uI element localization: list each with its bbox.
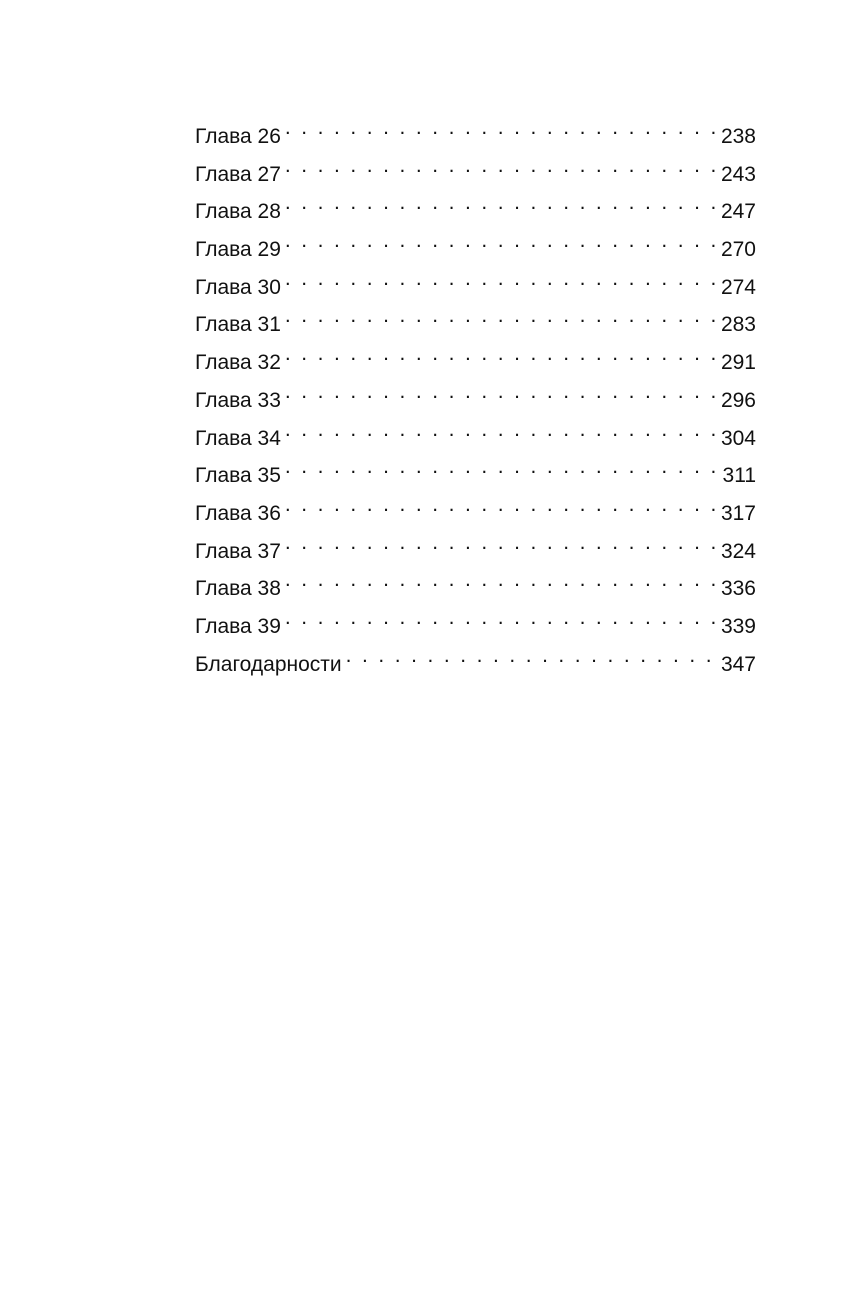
toc-entry-page: 296 xyxy=(718,386,756,416)
table-of-contents xyxy=(195,113,756,678)
toc-entry[interactable] xyxy=(195,452,756,490)
toc-entry-page: 347 xyxy=(718,650,756,680)
toc-dot-leader xyxy=(285,151,718,181)
toc-dot-leader xyxy=(285,226,718,256)
toc-entry[interactable] xyxy=(195,565,756,603)
toc-entry[interactable] xyxy=(195,113,756,151)
toc-dot-leader xyxy=(346,641,718,671)
toc-entry-title: Глава 26 xyxy=(195,122,285,152)
toc-entry-page: 291 xyxy=(718,348,756,378)
toc-entry-page: 317 xyxy=(718,499,756,529)
toc-dot-leader xyxy=(285,113,718,143)
toc-entry-title: Глава 37 xyxy=(195,537,285,567)
toc-entry[interactable] xyxy=(195,603,756,641)
toc-entry[interactable] xyxy=(195,415,756,453)
toc-entry-title: Благодарности xyxy=(195,650,346,680)
toc-entry-title: Глава 30 xyxy=(195,273,285,303)
toc-entry[interactable] xyxy=(195,188,756,226)
toc-entry-title: Глава 35 xyxy=(195,461,285,491)
toc-entry[interactable] xyxy=(195,301,756,339)
toc-dot-leader xyxy=(285,377,718,407)
toc-dot-leader xyxy=(285,490,718,520)
toc-entry-page: 304 xyxy=(718,424,756,454)
toc-entry[interactable] xyxy=(195,151,756,189)
toc-entry-title: Глава 31 xyxy=(195,310,285,340)
toc-dot-leader xyxy=(285,603,718,633)
toc-entry[interactable] xyxy=(195,339,756,377)
toc-entry-page: 247 xyxy=(718,197,756,227)
toc-entry[interactable] xyxy=(195,528,756,566)
toc-entry-title: Глава 36 xyxy=(195,499,285,529)
toc-entry[interactable] xyxy=(195,641,756,679)
toc-entry[interactable] xyxy=(195,490,756,528)
toc-entry-page: 311 xyxy=(718,461,756,491)
toc-entry-title: Глава 27 xyxy=(195,160,285,190)
toc-dot-leader xyxy=(285,301,718,331)
toc-dot-leader xyxy=(285,528,718,558)
toc-dot-leader xyxy=(285,339,718,369)
toc-entry-page: 274 xyxy=(718,273,756,303)
toc-dot-leader xyxy=(285,415,718,445)
toc-entry-page: 336 xyxy=(718,574,756,604)
toc-entry-title: Глава 33 xyxy=(195,386,285,416)
toc-dot-leader xyxy=(285,264,718,294)
toc-entry-page: 270 xyxy=(718,235,756,265)
toc-entry-title: Глава 29 xyxy=(195,235,285,265)
toc-entry-title: Глава 39 xyxy=(195,612,285,642)
toc-entry[interactable] xyxy=(195,226,756,264)
toc-entry-page: 283 xyxy=(718,310,756,340)
toc-entry-page: 238 xyxy=(718,122,756,152)
toc-entry[interactable] xyxy=(195,377,756,415)
toc-entry-title: Глава 32 xyxy=(195,348,285,378)
toc-entry-page: 339 xyxy=(718,612,756,642)
toc-entry-title: Глава 34 xyxy=(195,424,285,454)
toc-entry-page: 324 xyxy=(718,537,756,567)
toc-entry-page: 243 xyxy=(718,160,756,190)
toc-dot-leader xyxy=(285,565,718,595)
toc-entry-title: Глава 28 xyxy=(195,197,285,227)
toc-entry[interactable] xyxy=(195,264,756,302)
toc-entry-title: Глава 38 xyxy=(195,574,285,604)
toc-dot-leader xyxy=(285,452,718,482)
toc-dot-leader xyxy=(285,188,718,218)
